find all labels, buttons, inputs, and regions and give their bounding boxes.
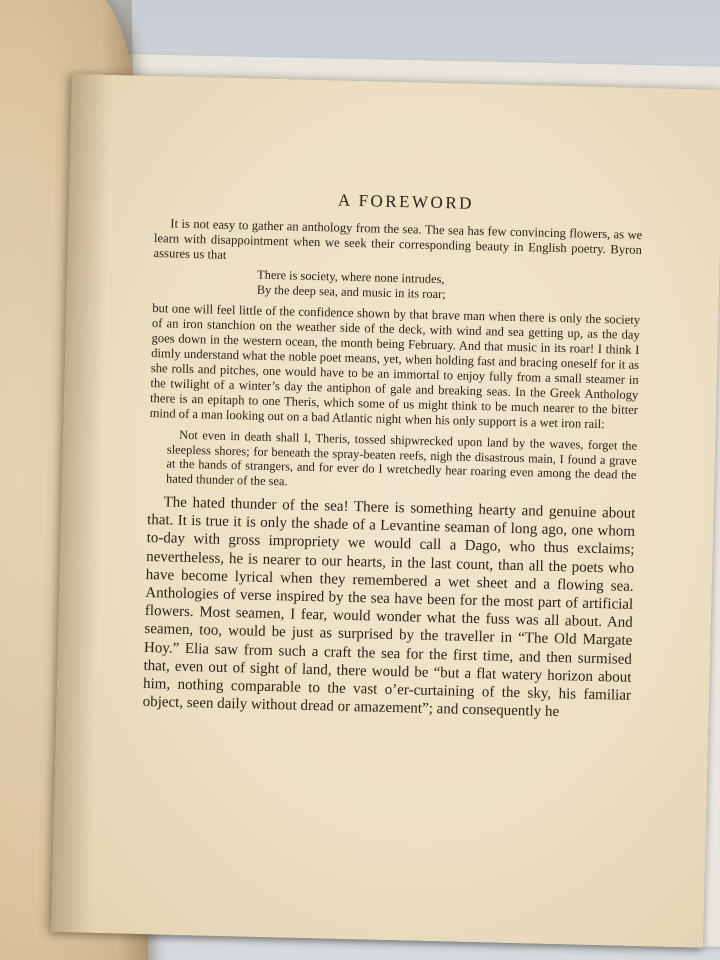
page-text: [142, 186, 643, 723]
epitaph-quotation: Not even in death shall I, Theris, tossed shipwrecked upon land by the waves, forget the sleepless shores; for beneath the spray-beaten reefs, nigh the disastrous main, I found a grave at the hands of strangers, and for ever do I wretchedly hear roaring even among the dead the hated thunder of the sea.: [165, 427, 638, 488]
page-title: A FOREWORD: [337, 190, 475, 213]
paragraph-second: but one will feel little of the confidence shown by that brave man when there is only the society of an iron stanchion on the weather side of the deck, with wind and sea getting up, as the day goes down in the western ocean, the month being February. And that music in its roar! I think I dimly understand what the noble poet means, yet, when holding fast and bracing oneself for it as she rolls and pitches, one would have to be an immortal to enjoy fully from a small steamer in the twilight of a winter’s day the antiphon of gale and breaking seas. In the Greek Anthology there is an epitaph to one Theris, which some of us might think to be much nearer to the bitter mind of a man looking out on a bad Atlantic night when his only support is a wet iron rail:: [149, 301, 641, 432]
paragraph-third: The hated thunder of the sea! There is something hearty and genuine about that. It is true it is only the shade of a Levantine seaman of long ago, one whom to-day with gross impropriety we would call a Dago, who thus exclaims; nevertheless, he is nearer to our hearts, in the last count, than all the poets who have become lyrical when they remembered a wet sheet and a flowing sea. Anthologies of verse inspired by the sea have been for the most part of artificial flowers. Most seamen, I fear, would wonder what the fuss was all about. And seamen, too, would be just as surprised by the traveller in “The Old Margate Hoy.” Elia saw from such a craft the sea for the first time, and then surmised that, even out of sight of land, there would be “but a flat watery horizon about him, nothing comparable to the vast o’er-curtaining of the sky, his familiar object, seen daily without dread or amazement”; and consequently he: [142, 494, 636, 721]
right-page: [51, 74, 720, 948]
paragraph-intro: It is not easy to gather an anthology from the sea. The sea has few convincing flowers, as we learn with disappointment when we seek their corresponding beauty in English poetry. Byron assures us that: [153, 216, 643, 262]
verse-line: By the deep sea, and music in its roar;: [256, 282, 446, 302]
verse-quote: [257, 268, 642, 307]
verse-line: There is society, where none intrudes,: [256, 267, 445, 287]
